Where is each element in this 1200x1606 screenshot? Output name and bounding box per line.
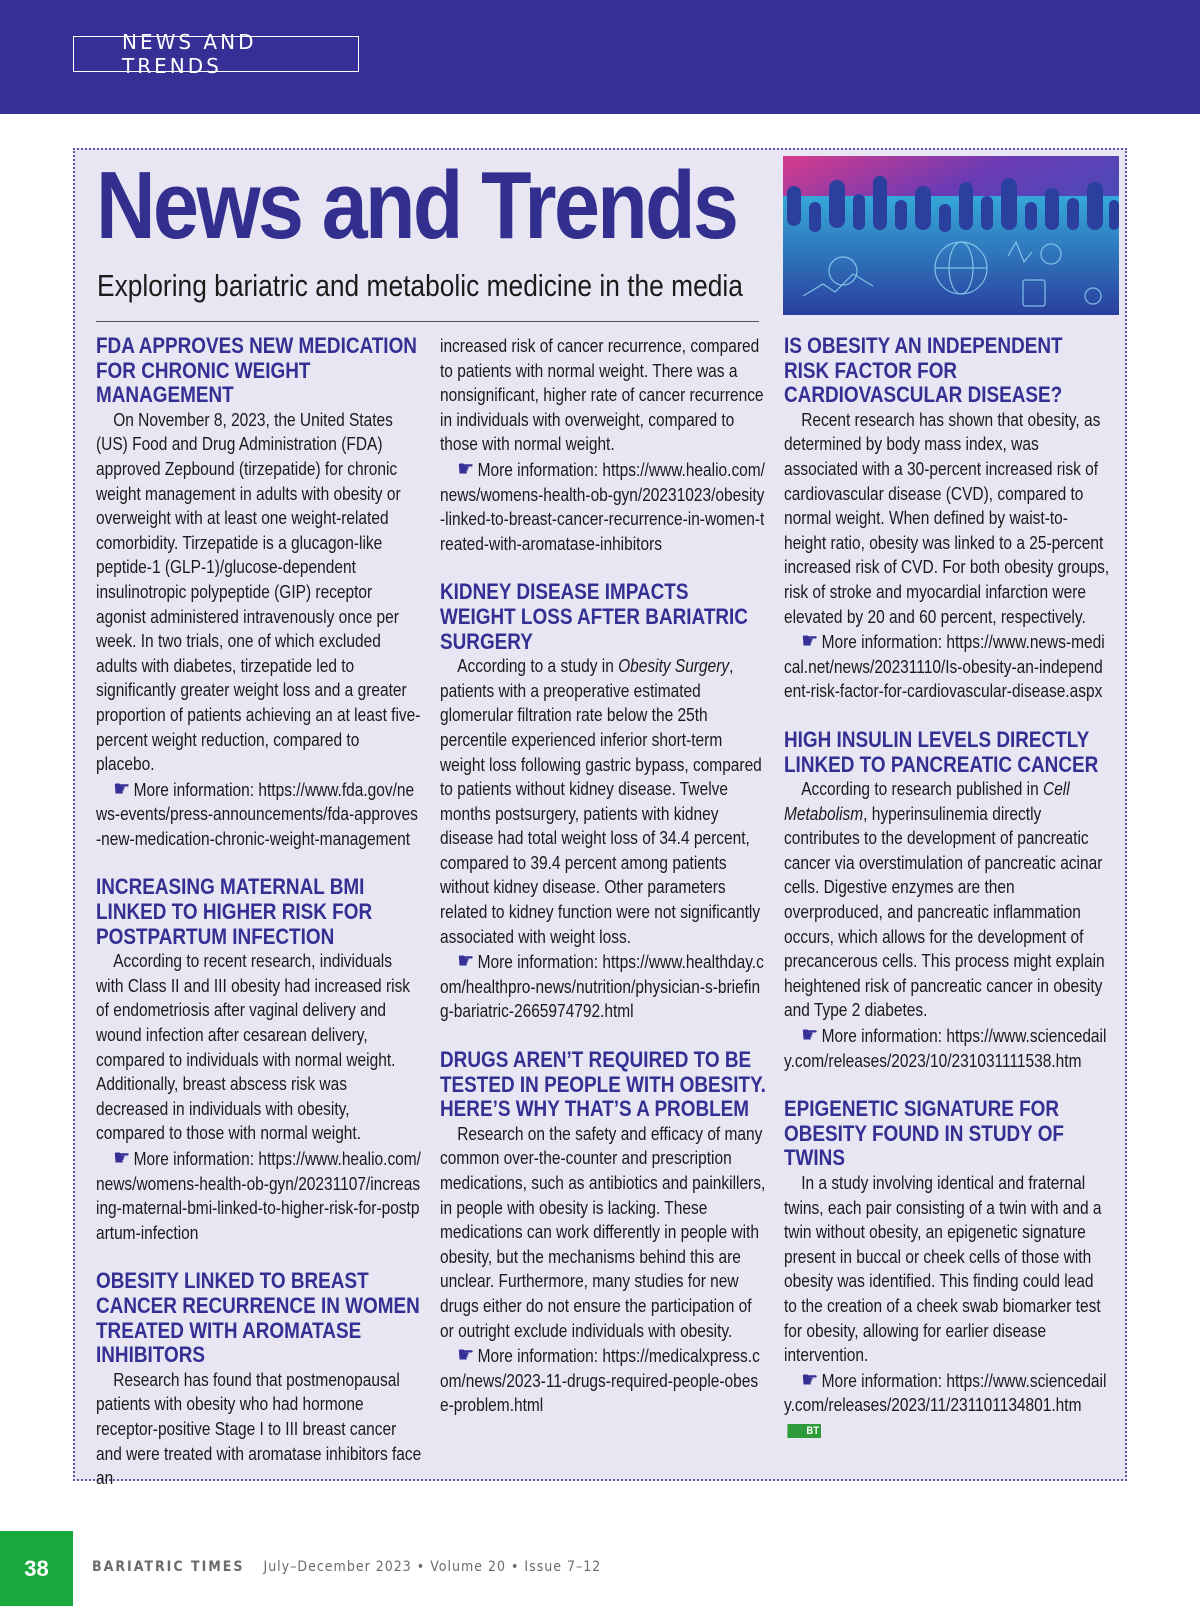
article-link[interactable]: https://www.news-medical.net/news/20231110/Is-obesity-an-independent-risk-factor-for-cardiovascular-disease.aspx xyxy=(784,632,1105,702)
more-info xyxy=(440,1343,766,1418)
issue-info: July–December 2023 • Volume 20 • Issue 7–12 xyxy=(263,1559,602,1575)
article-body: On November 8, 2023, the United States (US) Food and Drug Administration (FDA) approved Zepbound (tirzepatide) for chronic weight management in adults with obesity or overweight with at least one weight-related comorbidity. Tirzepatide is a glucagon-like peptide-1 (GLP-1)/glucose-dependent insulinotropic polypeptide (GIP) receptor agonist administered intravenously once per week. In two trials, one of which excluded adults with diabetes, tirzepatide led to significantly greater weight loss and a greater proportion of patients achieving an at least five-percent weight reduction, compared to placebo. xyxy=(96,409,421,775)
more-info-label: More information: xyxy=(133,779,255,800)
article-cvd-risk xyxy=(784,334,1110,704)
pointing-hand-icon: ☛ xyxy=(457,948,475,974)
article-body xyxy=(784,777,1110,1023)
journal-name: Obesity Surgery xyxy=(618,656,730,677)
article-body: Research on the safety and efficacy of many common over-the-counter and prescription medications, such as antibiotics and painkillers, in people with obesity is lacking. These medications can work differently in people with obesity, but the mechanisms behind this are unclear. Furthermore, many studies for new drugs either do not ensure the participation of or outright exclude individuals with obesity. xyxy=(440,1123,766,1341)
article-link[interactable]: https://www.healio.com/news/womens-health-ob-gyn/20231023/obesity-linked-to-breast-cancer-recurrence-in-women-treated-with-aromatase-inhibitors xyxy=(440,459,765,554)
body-lead: According to research published in xyxy=(801,779,1039,800)
pointing-hand-icon: ☛ xyxy=(801,628,819,654)
article-drug-testing xyxy=(440,1048,766,1418)
article-body: Recent research has shown that obesity, as determined by body mass index, was associated with a 30-percent increased risk of cardiovascular disease (CVD), compared to normal weight. When defined by waist-to-height ratio, obesity was linked to a 25-percent increased risk of CVD. For both obesity groups, risk of stroke and myocardial infarction were elevated by 20 and 60 percent, respectively. xyxy=(784,409,1110,627)
more-info xyxy=(440,949,766,1024)
article-breast-cancer-continued xyxy=(440,334,766,556)
article-headline: EPIGENETIC SIGNATURE FOR OBESITY FOUND IN STUDY OF TWINS xyxy=(784,1096,1064,1171)
article-link[interactable]: https://www.healio.com/news/womens-health-ob-gyn/20231107/increasing-maternal-bmi-linked-to-higher-risk-for-postpartum-infection xyxy=(96,1149,421,1243)
article-epigenetic-twins xyxy=(784,1097,1110,1442)
article-body xyxy=(440,654,766,949)
pointing-hand-icon: ☛ xyxy=(113,1145,131,1170)
article-headline: IS OBESITY AN INDEPENDENT RISK FACTOR FOR CARDIOVASCULAR DISEASE? xyxy=(784,333,1063,408)
more-info-label: More information: xyxy=(477,952,599,973)
more-info xyxy=(784,1368,1110,1443)
top-banner xyxy=(0,0,1200,114)
article-fda-approval xyxy=(96,334,422,851)
article-body: In a study involving identical and fraternal twins, each pair consisting of a twin with and a twin without obesity, an epigenetic signature present in buccal or cheek cells of those with obesity was identified. This finding could lead to the creation of a cheek swab biomarker test for obesity, allowing for earlier disease intervention. xyxy=(784,1173,1102,1366)
article-link[interactable]: https://www.sciencedaily.com/releases/2023/11/231101134801.htm xyxy=(784,1370,1107,1416)
more-info xyxy=(96,777,422,852)
title-divider xyxy=(96,321,759,322)
footer xyxy=(92,1559,601,1575)
article-headline: DRUGS AREN’T REQUIRED TO BE TESTED IN PEOPLE WITH OBESITY. HERE’S WHY THAT’S A PROBLEM xyxy=(440,1047,766,1122)
pointing-hand-icon: ☛ xyxy=(113,775,131,801)
page-subtitle: Exploring bariatric and metabolic medicine in the media xyxy=(97,268,743,303)
article-body: According to recent research, individuals with Class II and III obesity had increased risk of endometriosis after vaginal delivery and wound infection after cesarean delivery, compared to individuals with normal weight. Additionally, breast abscess risk was decreased in individuals with obesity, compared to those with normal weight. xyxy=(96,951,411,1144)
article-insulin-pancreatic xyxy=(784,728,1110,1073)
column-2 xyxy=(440,334,766,1442)
body-lead: According to a study in xyxy=(457,656,614,677)
pointing-hand-icon: ☛ xyxy=(801,1366,819,1392)
article-headline: FDA APPROVES NEW MEDICATION FOR CHRONIC WEIGHT MANAGEMENT xyxy=(96,333,417,408)
more-info-label: More information: xyxy=(477,1346,599,1367)
more-info-label: More information: xyxy=(821,1370,943,1391)
article-kidney-disease xyxy=(440,580,766,1024)
article-breast-cancer xyxy=(96,1269,422,1490)
article-body: Research has found that postmenopausal patients with obesity who had hormone receptor-positive Stage I to III breast cancer and were treated with aromatase inhibitors face an xyxy=(96,1369,422,1489)
more-info xyxy=(96,1146,422,1245)
article-headline: INCREASING MATERNAL BMI LINKED TO HIGHER RISK FOR POSTPARTUM INFECTION xyxy=(96,874,373,949)
article-headline: KIDNEY DISEASE IMPACTS WEIGHT LOSS AFTER BARIATRIC SURGERY xyxy=(440,579,748,654)
magazine-name: BARIATRIC TIMES xyxy=(92,1559,245,1575)
article-link[interactable]: https://www.fda.gov/news-events/press-announcements/fda-approves-new-medication-chronic-weight-management xyxy=(96,779,418,849)
more-info xyxy=(784,629,1110,704)
more-info-label: More information: xyxy=(821,632,943,653)
article-headline: HIGH INSULIN LEVELS DIRECTLY LINKED TO PANCREATIC CANCER xyxy=(784,726,1099,777)
pointing-hand-icon: ☛ xyxy=(801,1022,819,1048)
journal-name: Cell Metabolism xyxy=(784,779,1070,824)
end-mark-badge: BT xyxy=(787,1424,820,1438)
article-body-continued: increased risk of cancer recurrence, compared to patients with normal weight. There was a nonsignificant, higher rate of cancer recurrence in individuals with overweight, compared to those with normal weight. xyxy=(440,336,764,455)
more-info xyxy=(440,457,766,556)
column-3 xyxy=(784,334,1110,1467)
article-link[interactable]: https://medicalxpress.com/news/2023-11-drugs-required-people-obese-problem.html xyxy=(440,1346,760,1416)
more-info-label: More information: xyxy=(133,1149,255,1169)
more-info-label: More information: xyxy=(821,1026,943,1047)
column-1 xyxy=(96,334,422,1515)
article-headline: OBESITY LINKED TO BREAST CANCER RECURRENCE IN WOMEN TREATED WITH AROMATASE INHIBITORS xyxy=(96,1268,420,1368)
page-number: 38 xyxy=(0,1531,73,1606)
article-maternal-bmi xyxy=(96,875,422,1245)
article-link[interactable]: https://www.sciencedaily.com/releases/2023/10/231031111538.htm xyxy=(784,1026,1107,1071)
more-info-label: More information: xyxy=(477,459,599,480)
hero-illustration xyxy=(783,156,1119,315)
pointing-hand-icon: ☛ xyxy=(457,1342,475,1368)
more-info xyxy=(784,1023,1110,1073)
body-rest: , hyperinsulinemia directly contributes to the development of pancreatic cancer via overstimulation of pancreatic acinar cells. Digestive enzymes are then overproduced, and pancreatic inflammation occurs, which allows for the development of precancerous cells. This process might explain heightened risk of pancreatic cancer in obesity and Type 2 diabetes. xyxy=(784,803,1105,1021)
body-rest: , patients with a preoperative estimated glomerular filtration rate below the 25th percentile experienced inferior short-term weight loss following gastric bypass, compared to patients without kidney disease. Twelve months postsurgery, patients with kidney disease had total weight loss of 34.4 percent, compared to 39.4 percent among patients without kidney disease. Other parameters related to kidney function were not significantly associated with weight loss. xyxy=(440,656,762,947)
page-title: News and Trends xyxy=(96,152,737,259)
section-tag: NEWS AND TRENDS xyxy=(73,36,359,72)
article-link[interactable]: https://www.healthday.com/healthpro-news/nutrition/physician-s-briefing-bariatric-2665974792.html xyxy=(440,952,764,1022)
pointing-hand-icon: ☛ xyxy=(457,455,475,481)
